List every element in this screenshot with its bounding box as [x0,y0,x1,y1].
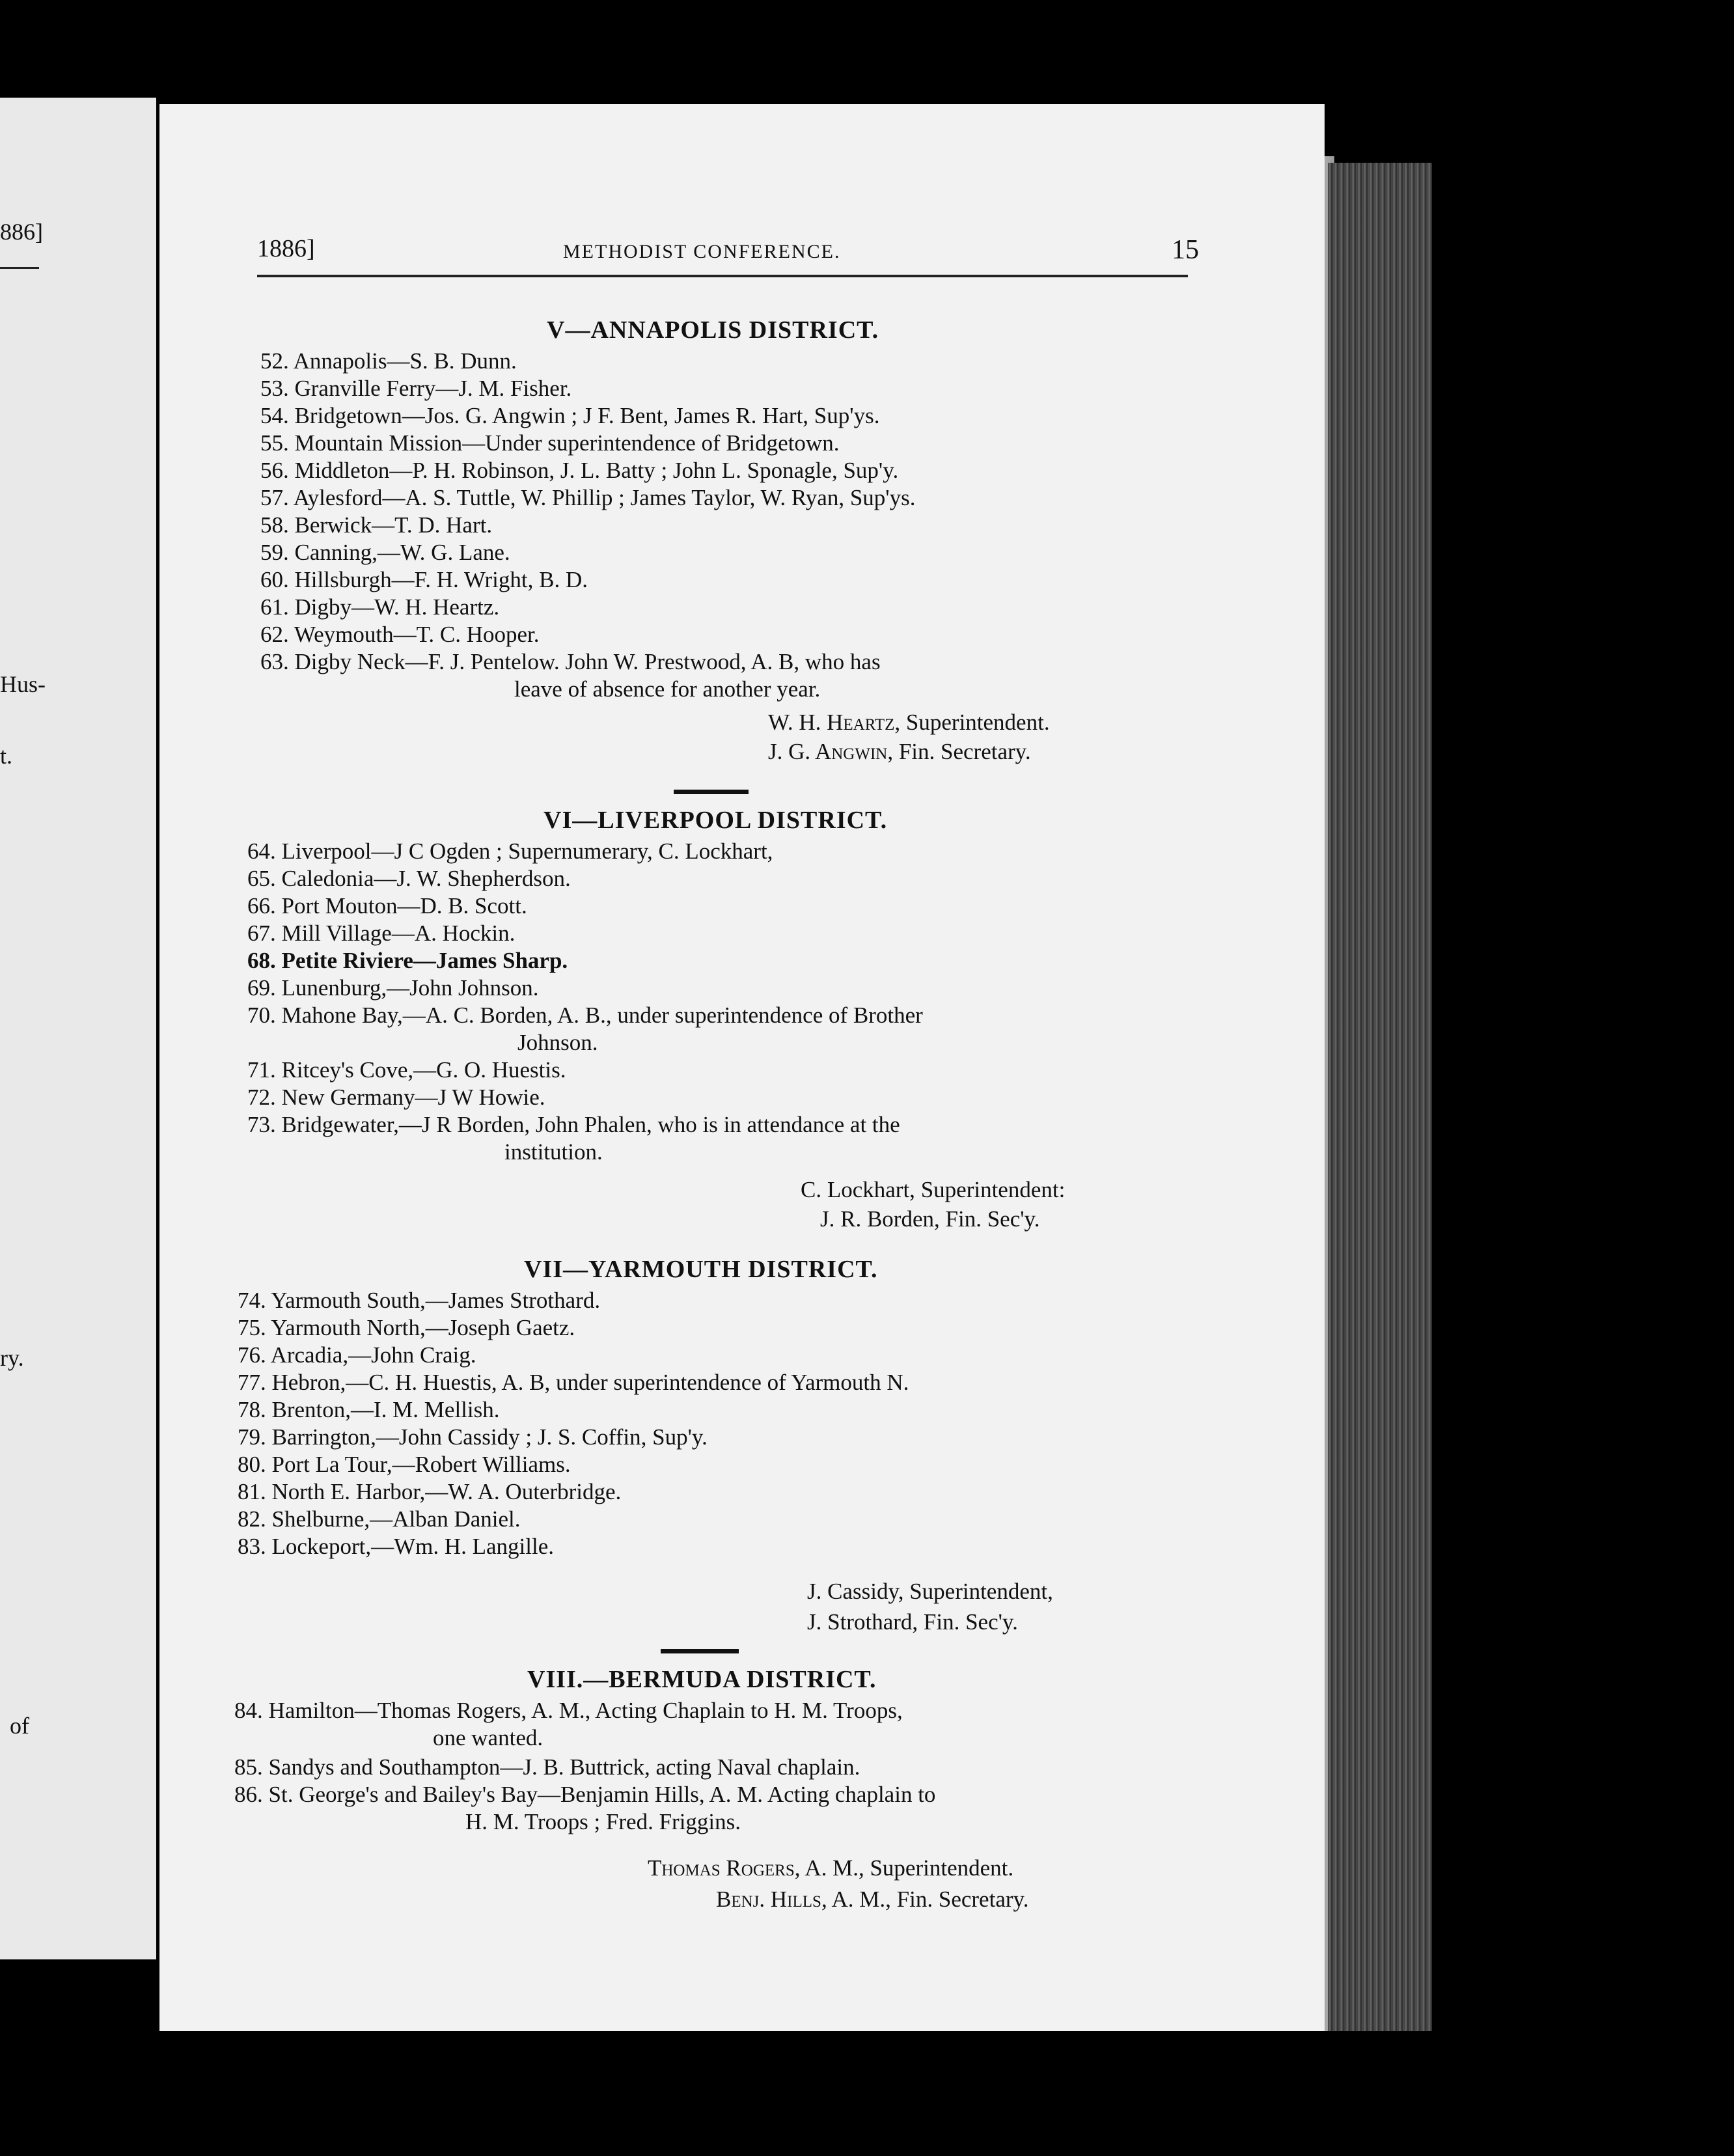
left-fragment: Hus- [0,671,46,697]
left-facing-page [0,98,156,1959]
left-fragment: ry. [0,1345,24,1371]
header-year: 1886] [257,235,315,262]
circuit-entry: 54. Bridgetown—Jos. G. Angwin ; J F. Bent, James R. Hart, Sup'ys. [260,403,880,428]
signature-line [801,1177,1065,1203]
circuit-entry: 74. Yarmouth South,—James Strothard. [238,1288,601,1313]
signature-line [807,1579,1053,1605]
circuit-entry: 77. Hebron,—C. H. Huestis, A. B, under superintendence of Yarmouth N. [238,1370,909,1395]
circuit-entry: 71. Ritcey's Cove,—G. O. Huestis. [247,1057,566,1083]
district-heading: VIII.—BERMUDA DISTRICT. [527,1666,877,1693]
document-page [159,104,1325,2031]
signature-line [716,1886,1028,1913]
left-fragment: of [10,1713,29,1739]
circuit-entry: 64. Liverpool—J C Ogden ; Supernumerary, C. Lockhart, [247,838,773,864]
circuit-entry: 63. Digby Neck—F. J. Pentelow. John W. Prestwood, A. B, who has [260,649,881,674]
circuit-entry: 67. Mill Village—A. Hockin. [247,920,516,946]
circuit-entry: 55. Mountain Mission—Under superintendence of Bridgetown. [260,430,840,456]
circuit-entry: 56. Middleton—P. H. Robinson, J. L. Batty ; John L. Sponagle, Sup'y. [260,458,899,483]
signature-line [648,1855,1013,1881]
circuit-entry: 59. Canning,—W. G. Lane. [260,540,510,565]
page-number: 15 [1172,235,1199,265]
circuit-entry: 58. Berwick—T. D. Hart. [260,512,493,538]
circuit-entry: 79. Barrington,—John Cassidy ; J. S. Coffin, Sup'y. [238,1424,708,1450]
circuit-entry: 80. Port La Tour,—Robert Williams. [238,1452,571,1477]
circuit-entry: 83. Lockeport,—Wm. H. Langille. [238,1534,554,1559]
circuit-entry: 78. Brenton,—I. M. Mellish. [238,1397,500,1422]
circuit-entry: 61. Digby—W. H. Heartz. [260,594,500,620]
circuit-entry: 72. New Germany—J W Howie. [247,1085,545,1110]
circuit-entry: 57. Aylesford—A. S. Tuttle, W. Phillip ; James Taylor, W. Ryan, Sup'ys. [260,485,916,510]
signatory-role: Fin. Sec'y. [923,1609,1018,1635]
left-page-rule [0,267,39,269]
signature-line [820,1206,1040,1232]
signatory-role: Superintendent. [905,710,1050,735]
circuit-entry-continued: one wanted. [433,1725,544,1750]
signatory-role: A. M., Superintendent. [805,1855,1014,1881]
section-divider [674,790,749,794]
circuit-entry: 70. Mahone Bay,—A. C. Borden, A. B., under superintendence of Brother [247,1002,923,1028]
header-title: METHODIST CONFERENCE. [563,241,841,262]
section-divider [661,1649,739,1653]
circuit-entry: 68. Petite Riviere—James Sharp. [247,948,568,973]
signature-line [768,710,1050,736]
signature-line [807,1609,1018,1635]
signatory-role: Fin. Sec'y. [945,1206,1040,1232]
signatory-name: J. G. Angwin, [768,739,894,764]
signatory-name: J. Cassidy, [807,1579,904,1604]
circuit-entry: 84. Hamilton—Thomas Rogers, A. M., Acting Chaplain to H. M. Troops, [234,1698,903,1723]
signatory-name: C. Lockhart, [801,1177,915,1202]
circuit-entry: 86. St. George's and Bailey's Bay—Benjamin Hills, A. M. Acting chaplain to [234,1782,936,1807]
circuit-entry-continued: H. M. Troops ; Fred. Friggins. [465,1809,741,1834]
signatory-role: Fin. Secretary. [898,739,1031,764]
circuit-entry: 60. Hillsburgh—F. H. Wright, B. D. [260,567,588,592]
circuit-entry: 75. Yarmouth North,—Joseph Gaetz. [238,1315,575,1340]
signatory-name: Thomas Rogers, [648,1855,801,1881]
circuit-entry: 65. Caledonia—J. W. Shepherdson. [247,866,571,891]
signatory-role: Superintendent: [920,1177,1066,1202]
circuit-entry: 52. Annapolis—S. B. Dunn. [260,348,517,374]
header-rule [257,275,1188,277]
left-fragment: 886] [0,219,43,245]
circuit-entry-continued: leave of absence for another year. [514,676,821,702]
signatory-role: A. M., Fin. Secretary. [831,1886,1029,1912]
book-page-edges [1328,163,1432,2031]
signatory-role: Superintendent, [909,1579,1053,1604]
signatory-name: J. R. Borden, [820,1206,940,1232]
signatory-name: J. Strothard, [807,1609,918,1635]
district-heading: VI—LIVERPOOL DISTRICT. [544,807,888,834]
circuit-entry: 66. Port Mouton—D. B. Scott. [247,893,527,919]
circuit-entry: 62. Weymouth—T. C. Hooper. [260,622,540,647]
signatory-name: Benj. Hills, [716,1886,827,1912]
district-heading: V—ANNAPOLIS DISTRICT. [547,316,879,344]
circuit-entry-continued: Johnson. [517,1030,598,1055]
circuit-entry: 69. Lunenburg,—John Johnson. [247,975,539,1001]
circuit-entry-continued: institution. [504,1139,603,1165]
district-heading: VII—YARMOUTH DISTRICT. [524,1256,878,1283]
circuit-entry: 76. Arcadia,—John Craig. [238,1342,476,1368]
circuit-entry: 53. Granville Ferry—J. M. Fisher. [260,376,572,401]
left-fragment: t. [0,743,13,769]
signatory-name: W. H. Heartz, [768,710,901,735]
circuit-entry: 82. Shelburne,—Alban Daniel. [238,1506,521,1532]
circuit-entry: 85. Sandys and Southampton—J. B. Buttrick, acting Naval chaplain. [234,1754,860,1780]
circuit-entry: 81. North E. Harbor,—W. A. Outerbridge. [238,1479,622,1504]
circuit-entry: 73. Bridgewater,—J R Borden, John Phalen, who is in attendance at the [247,1112,900,1137]
signature-line [768,739,1031,765]
